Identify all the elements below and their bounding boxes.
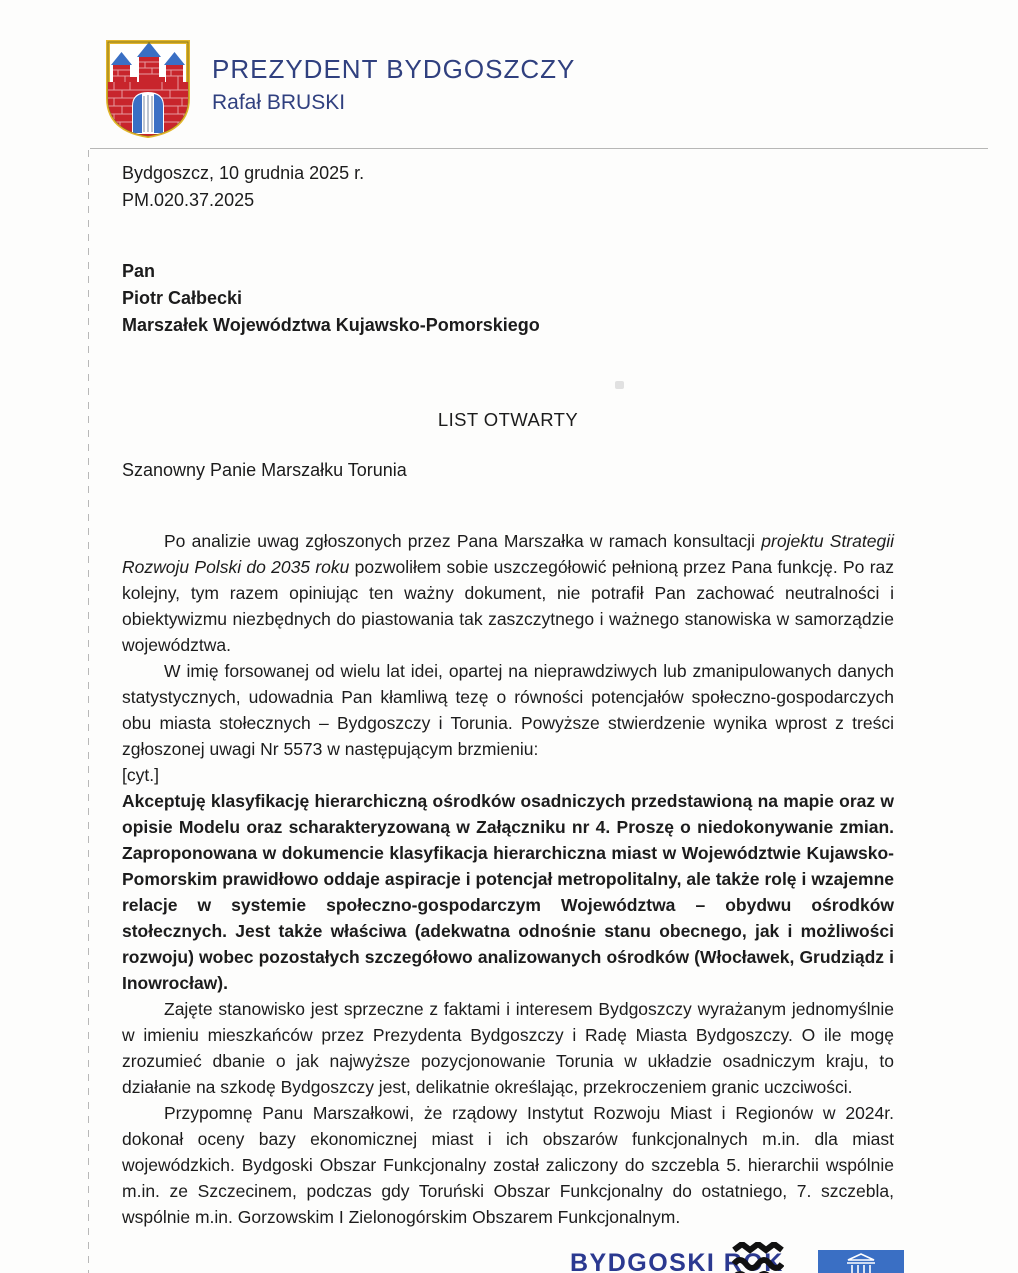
letterhead-text bbox=[212, 36, 575, 115]
unesco-emblem bbox=[818, 1250, 904, 1273]
paragraph-4: Przypomnę Panu Marszałkowi, że rządowy Instytut Rozwoju Miast i Regionów w 2024r. dokonał oceny bazy ekonomicznej miast i ich obszarów funkcjonalnych m.in. dla miast wojewódzkich. Bydgoski Obszar Funkcjonalny został zaliczony do szczebla 5. hierarchii wspólnie m.in. ze Szczecinem, podczas gdy Toruński Obszar Funkcjonalny do ostatniego, 7. szczebla, wspólnie m.in. Gorzowskim I Zielonogórskim Obszarem Funkcjonalnym. bbox=[122, 1103, 894, 1227]
date-line: Bydgoszcz, 10 grudnia 2025 r. bbox=[122, 163, 365, 183]
letterhead-divider-line bbox=[90, 148, 988, 149]
scan-artifact-dot bbox=[615, 381, 624, 389]
letterhead-person-name: Rafał BRUSKI bbox=[212, 91, 346, 114]
paragraph-1-text: Po analizie uwag zgłoszonych przez Pana Marszałka w ramach konsultacji bbox=[164, 531, 762, 551]
paragraph-2: W imię forsowanej od wielu lat idei, opartej na nieprawdziwych lub zmanipulowanych danych statystycznych, udowadnia Pan kłamliwą tezę o równości potencjałów społeczno-gospodarczych obu miasta stołecznych – Bydgoszczy i Torunia. Powyższe stwierdzenie wynika wprost z treści zgłoszonej uwagi Nr 5573 w następującym brzmieniu: bbox=[122, 661, 894, 759]
addressee-salutation: Pan bbox=[122, 261, 156, 281]
letterhead-office-title: PREZYDENT BYDGOSZCZY bbox=[212, 54, 576, 84]
letter-subject: LIST OTWARTY bbox=[437, 409, 579, 430]
letter-body bbox=[122, 528, 894, 1230]
citation-marker: [cyt.] bbox=[122, 765, 159, 785]
date-reference-block bbox=[122, 160, 894, 214]
addressee-name: Piotr Całbecki bbox=[122, 288, 243, 308]
addressee-title: Marszałek Województwa Kujawsko-Pomorskiego bbox=[122, 315, 540, 335]
waves-icon bbox=[732, 1242, 784, 1273]
quoted-remark-bold: Akceptuję klasyfikację hierarchiczną ośrodków osadniczych przedstawioną na mapie oraz w opisie Modelu oraz scharakteryzowaną w Załączniku nr 4. Proszę o niedokonywanie zmian. Zaproponowana w dokumencie klasyfikacja hierarchiczna miast w Województwie Kujawsko-Pomorskim prawidłowo oddaje aspiracje i potencjał metropolitalny, ale także rolę i wzajemne relacje w systemie społeczno-gospodarczym Województwa – obydwu ośrodków stołecznych. Jest także właściwa (adekwatna odnośnie stanu obecnego, jak i możliwości rozwoju) wobec pozostałych szczegółowo analizowanych ośrodków (Włocławek, Grudziądz i Inowrocław). bbox=[122, 791, 894, 993]
left-margin-scan-line bbox=[88, 150, 89, 1273]
unesco-temple-icon bbox=[844, 1253, 878, 1273]
reference-number: PM.020.37.2025 bbox=[122, 190, 255, 210]
addressee-block bbox=[122, 258, 894, 339]
paragraph-3: Zajęte stanowisko jest sprzeczne z faktami i interesem Bydgoszczy wyrażanym jednomyślnie w imieniu mieszkańców przez Prezydenta Bydgoszczy i Radę Miasta Bydgoszczy. O ile mogę zrozumieć dbanie o jak najwyższe pozycjonowanie Torunia w układzie osadniczym kraju, to działanie na szkodę Bydgoszczy jest, delikatnie określając, przekroczeniem granic uczciwości. bbox=[122, 999, 894, 1097]
paragraph-1-italic-title: projektu Strategii Rozwoju Polski do 2035 roku bbox=[122, 531, 894, 577]
paragraph-1 bbox=[122, 528, 894, 658]
letter-salutation: Szanowny Panie Marszałku Torunia bbox=[122, 460, 407, 480]
bydgoski-rok-logo: BYDGOSKI ROK bbox=[570, 1249, 784, 1273]
paragraph-1-text-cont: pozwoliłem sobie uszczegółowić pełnioną przez Pana funkcję. Po raz kolejny, tym razem opiniując ten ważny dokument, nie potrafił Pan zachować neutralności i obiektywizmu niezbędnych do piastowania tak zaszczytnego i ważnego stanowiska w samorządzie województwa. bbox=[122, 557, 895, 655]
bydgoszcz-coat-of-arms-icon bbox=[100, 36, 200, 142]
letterhead bbox=[100, 36, 575, 142]
